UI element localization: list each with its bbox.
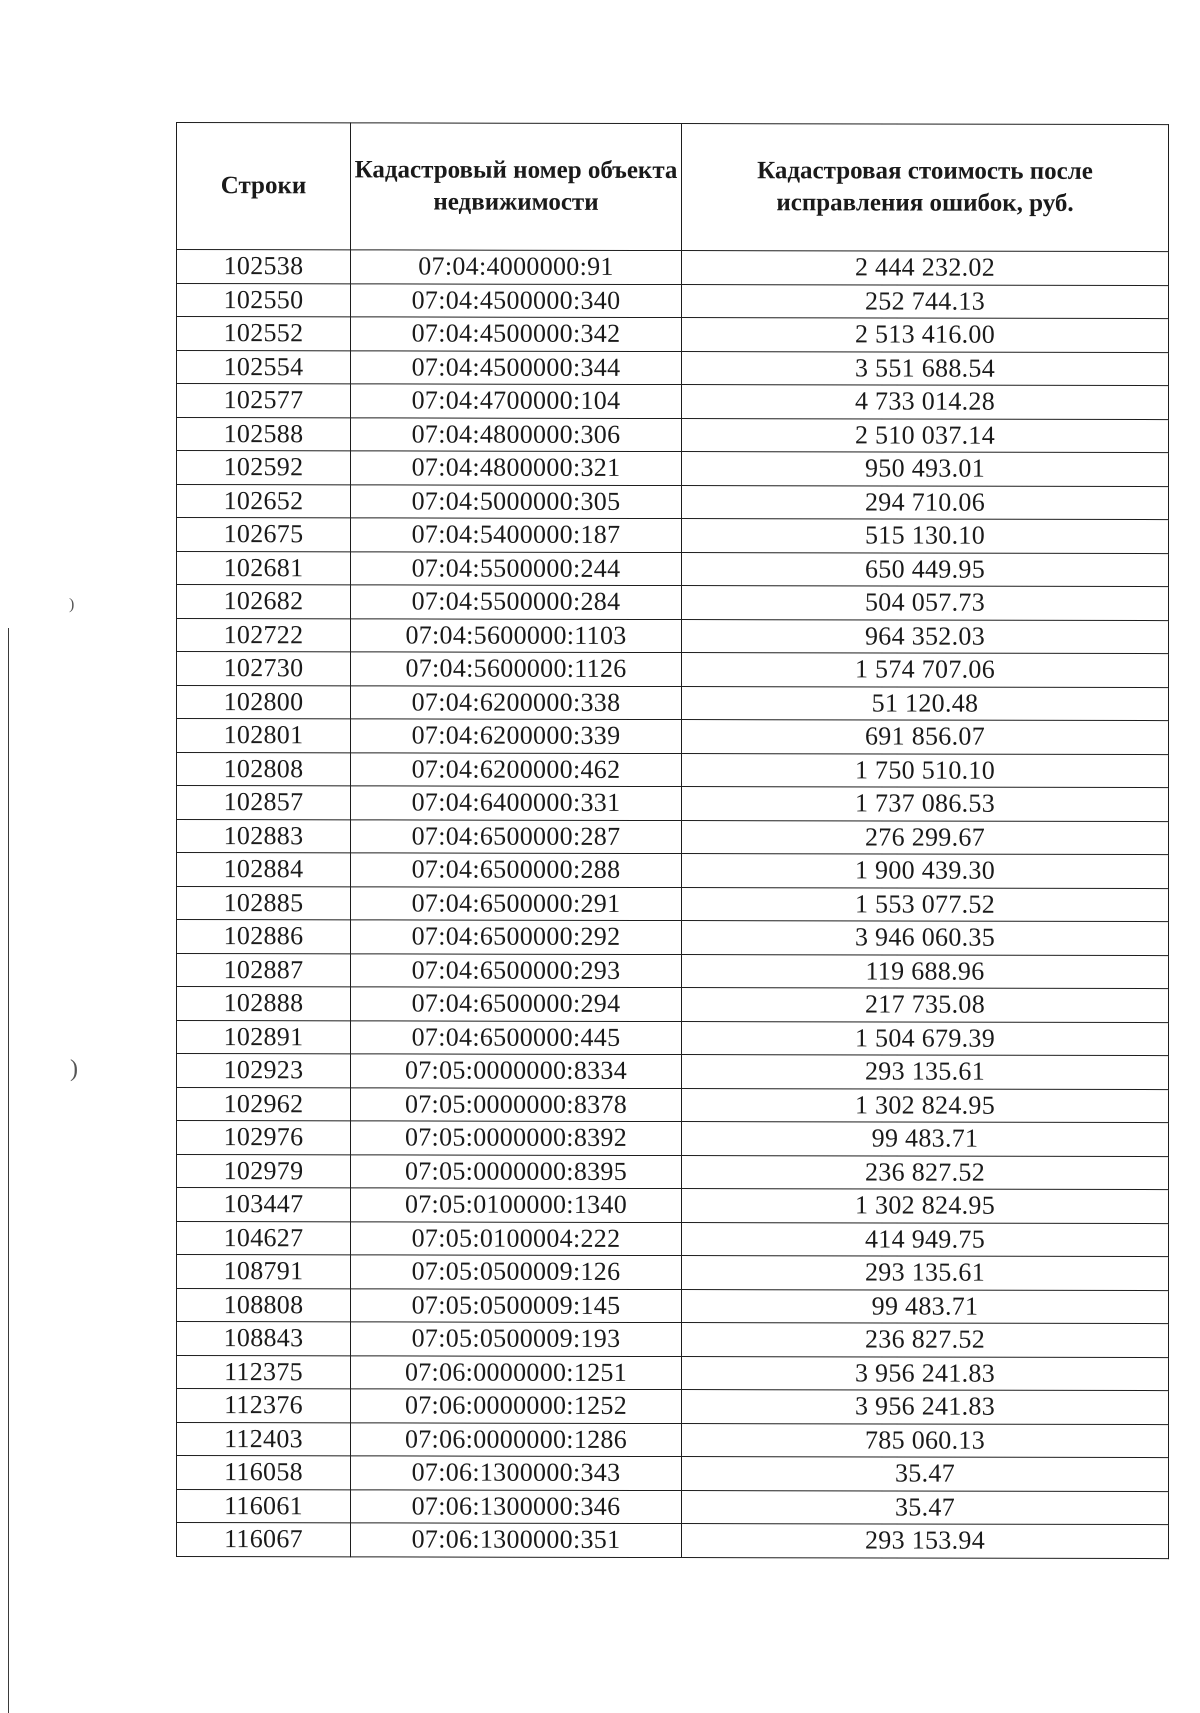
cell-cadastral-value: 964 352.03 bbox=[682, 619, 1169, 654]
cell-cadastral-value: 217 735.08 bbox=[682, 988, 1169, 1023]
cell-cadastral-value: 293 135.61 bbox=[682, 1055, 1169, 1090]
cell-cadastral-number: 07:06:1300000:343 bbox=[351, 1456, 682, 1490]
cell-row-number: 102588 bbox=[177, 417, 351, 451]
table-row bbox=[177, 350, 1169, 386]
table-row bbox=[177, 384, 1169, 420]
table-row bbox=[177, 585, 1169, 621]
table-row bbox=[177, 1255, 1169, 1291]
cell-row-number: 112403 bbox=[177, 1422, 351, 1456]
cell-row-number: 102886 bbox=[177, 920, 351, 954]
cell-cadastral-number: 07:05:0000000:8334 bbox=[351, 1054, 682, 1088]
cell-cadastral-value: 3 551 688.54 bbox=[682, 351, 1169, 386]
cell-row-number: 102808 bbox=[177, 752, 351, 786]
cell-cadastral-number: 07:05:0000000:8392 bbox=[351, 1121, 682, 1155]
cadastral-value-table bbox=[176, 122, 1169, 1559]
table-row bbox=[177, 853, 1169, 889]
cell-cadastral-number: 07:05:0100004:222 bbox=[351, 1221, 682, 1255]
cell-cadastral-number: 07:06:0000000:1252 bbox=[351, 1389, 682, 1423]
cell-row-number: 102552 bbox=[177, 317, 351, 351]
cell-cadastral-number: 07:04:6500000:292 bbox=[351, 920, 682, 954]
cell-cadastral-value: 691 856.07 bbox=[682, 720, 1169, 755]
cell-cadastral-value: 950 493.01 bbox=[682, 452, 1169, 487]
table-row bbox=[177, 551, 1169, 587]
cell-cadastral-number: 07:04:4000000:91 bbox=[351, 250, 682, 284]
cell-row-number: 116061 bbox=[177, 1489, 351, 1523]
cell-row-number: 116058 bbox=[177, 1456, 351, 1490]
table-row bbox=[177, 1422, 1169, 1458]
cell-row-number: 102857 bbox=[177, 786, 351, 820]
cell-cadastral-number: 07:04:6500000:288 bbox=[351, 853, 682, 887]
cell-cadastral-value: 3 946 060.35 bbox=[682, 921, 1169, 956]
table-row bbox=[177, 1054, 1169, 1090]
cell-row-number: 116067 bbox=[177, 1523, 351, 1557]
scan-edge-line bbox=[8, 628, 9, 1713]
cell-row-number: 102722 bbox=[177, 618, 351, 652]
cell-row-number: 104627 bbox=[177, 1221, 351, 1255]
cell-cadastral-value: 35.47 bbox=[682, 1490, 1169, 1525]
table-row bbox=[177, 250, 1169, 286]
cell-cadastral-number: 07:04:5600000:1126 bbox=[351, 652, 682, 686]
cell-cadastral-number: 07:04:5400000:187 bbox=[351, 518, 682, 552]
cell-row-number: 102976 bbox=[177, 1121, 351, 1155]
cell-row-number: 102887 bbox=[177, 953, 351, 987]
table-row bbox=[177, 1087, 1169, 1123]
table-row bbox=[177, 685, 1169, 721]
margin-mark: ) bbox=[70, 1056, 78, 1082]
table-row bbox=[177, 1355, 1169, 1391]
table-row bbox=[177, 1389, 1169, 1425]
cell-cadastral-value: 3 956 241.83 bbox=[682, 1356, 1169, 1391]
table-row bbox=[177, 953, 1169, 989]
table-row bbox=[177, 1188, 1169, 1224]
cell-cadastral-number: 07:04:5600000:1103 bbox=[351, 618, 682, 652]
table-row bbox=[177, 1523, 1169, 1559]
cell-row-number: 102962 bbox=[177, 1087, 351, 1121]
cell-cadastral-value: 1 302 824.95 bbox=[682, 1088, 1169, 1123]
cell-cadastral-value: 1 553 077.52 bbox=[682, 887, 1169, 922]
cell-row-number: 108791 bbox=[177, 1255, 351, 1289]
cell-cadastral-value: 4 733 014.28 bbox=[682, 385, 1169, 420]
cell-cadastral-value: 2 510 037.14 bbox=[682, 418, 1169, 453]
cell-row-number: 102538 bbox=[177, 250, 351, 284]
cell-cadastral-value: 2 444 232.02 bbox=[682, 251, 1169, 286]
table-row bbox=[177, 451, 1169, 487]
cell-cadastral-number: 07:06:0000000:1286 bbox=[351, 1422, 682, 1456]
cell-cadastral-number: 07:04:4700000:104 bbox=[351, 384, 682, 418]
cell-cadastral-value: 99 483.71 bbox=[682, 1122, 1169, 1157]
cell-cadastral-number: 07:04:5000000:305 bbox=[351, 484, 682, 518]
cell-cadastral-value: 1 750 510.10 bbox=[682, 753, 1169, 788]
cell-row-number: 103447 bbox=[177, 1188, 351, 1222]
table-row bbox=[177, 283, 1169, 319]
cell-row-number: 102884 bbox=[177, 853, 351, 887]
cell-cadastral-number: 07:05:0000000:8378 bbox=[351, 1087, 682, 1121]
table-row bbox=[177, 317, 1169, 353]
table-row bbox=[177, 618, 1169, 654]
cell-cadastral-value: 276 299.67 bbox=[682, 820, 1169, 855]
cell-row-number: 102730 bbox=[177, 652, 351, 686]
cell-row-number: 102891 bbox=[177, 1020, 351, 1054]
cell-cadastral-number: 07:05:0100000:1340 bbox=[351, 1188, 682, 1222]
margin-mark: ) bbox=[69, 596, 75, 613]
cell-cadastral-value: 504 057.73 bbox=[682, 586, 1169, 621]
cell-cadastral-value: 1 737 086.53 bbox=[682, 787, 1169, 822]
table-row bbox=[177, 1221, 1169, 1257]
cell-cadastral-value: 1 574 707.06 bbox=[682, 653, 1169, 688]
cell-cadastral-number: 07:04:6500000:293 bbox=[351, 953, 682, 987]
cell-cadastral-number: 07:04:4800000:321 bbox=[351, 451, 682, 485]
table-row bbox=[177, 920, 1169, 956]
cell-cadastral-value: 99 483.71 bbox=[682, 1289, 1169, 1324]
cell-row-number: 102682 bbox=[177, 585, 351, 619]
cell-cadastral-number: 07:04:6500000:445 bbox=[351, 1020, 682, 1054]
cell-cadastral-number: 07:06:0000000:1251 bbox=[351, 1355, 682, 1389]
table-row bbox=[177, 719, 1169, 755]
header-rows: Строки bbox=[177, 123, 351, 250]
header-cadastral-number: Кадастровый номер объекта недвижимости bbox=[351, 123, 682, 251]
table-row bbox=[177, 518, 1169, 554]
cell-cadastral-number: 07:04:6200000:462 bbox=[351, 752, 682, 786]
cell-cadastral-value: 515 130.10 bbox=[682, 519, 1169, 554]
cell-cadastral-value: 236 827.52 bbox=[682, 1155, 1169, 1190]
table-row bbox=[177, 1489, 1169, 1525]
cell-row-number: 102681 bbox=[177, 551, 351, 585]
cell-cadastral-value: 1 504 679.39 bbox=[682, 1021, 1169, 1056]
cell-cadastral-number: 07:04:4500000:344 bbox=[351, 350, 682, 384]
cell-cadastral-value: 294 710.06 bbox=[682, 485, 1169, 520]
cell-row-number: 102923 bbox=[177, 1054, 351, 1088]
cell-cadastral-number: 07:04:5500000:284 bbox=[351, 585, 682, 619]
table-row bbox=[177, 1322, 1169, 1358]
table-row bbox=[177, 1121, 1169, 1157]
cell-row-number: 112375 bbox=[177, 1355, 351, 1389]
table-row bbox=[177, 987, 1169, 1023]
cell-row-number: 102800 bbox=[177, 685, 351, 719]
cell-cadastral-value: 236 827.52 bbox=[682, 1323, 1169, 1358]
table-header-row bbox=[177, 123, 1169, 252]
cell-row-number: 102979 bbox=[177, 1154, 351, 1188]
table-row bbox=[177, 417, 1169, 453]
cell-cadastral-number: 07:04:4500000:340 bbox=[351, 283, 682, 317]
cell-cadastral-value: 119 688.96 bbox=[682, 954, 1169, 989]
cell-row-number: 102577 bbox=[177, 384, 351, 418]
cell-row-number: 102652 bbox=[177, 484, 351, 518]
table-row bbox=[177, 752, 1169, 788]
cell-row-number: 108808 bbox=[177, 1288, 351, 1322]
cell-cadastral-number: 07:05:0500009:193 bbox=[351, 1322, 682, 1356]
cell-cadastral-value: 650 449.95 bbox=[682, 552, 1169, 587]
header-cadastral-value: Кадастровая стоимость после исправления ошибок, руб. bbox=[682, 124, 1169, 252]
cell-row-number: 112376 bbox=[177, 1389, 351, 1423]
cell-row-number: 102554 bbox=[177, 350, 351, 384]
cell-row-number: 102801 bbox=[177, 719, 351, 753]
cell-cadastral-number: 07:04:5500000:244 bbox=[351, 551, 682, 585]
cell-cadastral-number: 07:04:6500000:291 bbox=[351, 886, 682, 920]
cell-cadastral-value: 414 949.75 bbox=[682, 1222, 1169, 1257]
cell-cadastral-number: 07:04:6200000:338 bbox=[351, 685, 682, 719]
cell-row-number: 102550 bbox=[177, 283, 351, 317]
cell-cadastral-value: 2 513 416.00 bbox=[682, 318, 1169, 353]
table-row bbox=[177, 886, 1169, 922]
cell-cadastral-number: 07:04:6500000:287 bbox=[351, 819, 682, 853]
table-row bbox=[177, 786, 1169, 822]
cell-cadastral-value: 785 060.13 bbox=[682, 1423, 1169, 1458]
cell-cadastral-number: 07:04:6500000:294 bbox=[351, 987, 682, 1021]
cell-cadastral-value: 35.47 bbox=[682, 1457, 1169, 1492]
cell-cadastral-value: 293 135.61 bbox=[682, 1256, 1169, 1291]
cell-cadastral-number: 07:05:0500009:145 bbox=[351, 1288, 682, 1322]
cell-cadastral-number: 07:04:6400000:331 bbox=[351, 786, 682, 820]
table-row bbox=[177, 1154, 1169, 1190]
cell-cadastral-value: 1 302 824.95 bbox=[682, 1189, 1169, 1224]
table-body bbox=[177, 250, 1169, 1559]
cell-cadastral-value: 51 120.48 bbox=[682, 686, 1169, 721]
cell-row-number: 108843 bbox=[177, 1322, 351, 1356]
cell-cadastral-number: 07:06:1300000:346 bbox=[351, 1489, 682, 1523]
cell-cadastral-number: 07:06:1300000:351 bbox=[351, 1523, 682, 1557]
cell-cadastral-number: 07:05:0500009:126 bbox=[351, 1255, 682, 1289]
cell-cadastral-value: 3 956 241.83 bbox=[682, 1390, 1169, 1425]
table-row bbox=[177, 1456, 1169, 1492]
table-row bbox=[177, 1020, 1169, 1056]
cell-cadastral-number: 07:04:6200000:339 bbox=[351, 719, 682, 753]
cell-cadastral-value: 293 153.94 bbox=[682, 1524, 1169, 1559]
cell-row-number: 102885 bbox=[177, 886, 351, 920]
cell-row-number: 102675 bbox=[177, 518, 351, 552]
table-row bbox=[177, 484, 1169, 520]
table-row bbox=[177, 1288, 1169, 1324]
cell-row-number: 102883 bbox=[177, 819, 351, 853]
table-row bbox=[177, 652, 1169, 688]
cell-row-number: 102592 bbox=[177, 451, 351, 485]
cell-cadastral-number: 07:05:0000000:8395 bbox=[351, 1154, 682, 1188]
cell-cadastral-value: 1 900 439.30 bbox=[682, 854, 1169, 889]
table-row bbox=[177, 819, 1169, 855]
cell-row-number: 102888 bbox=[177, 987, 351, 1021]
cell-cadastral-value: 252 744.13 bbox=[682, 284, 1169, 319]
cell-cadastral-number: 07:04:4800000:306 bbox=[351, 417, 682, 451]
cell-cadastral-number: 07:04:4500000:342 bbox=[351, 317, 682, 351]
